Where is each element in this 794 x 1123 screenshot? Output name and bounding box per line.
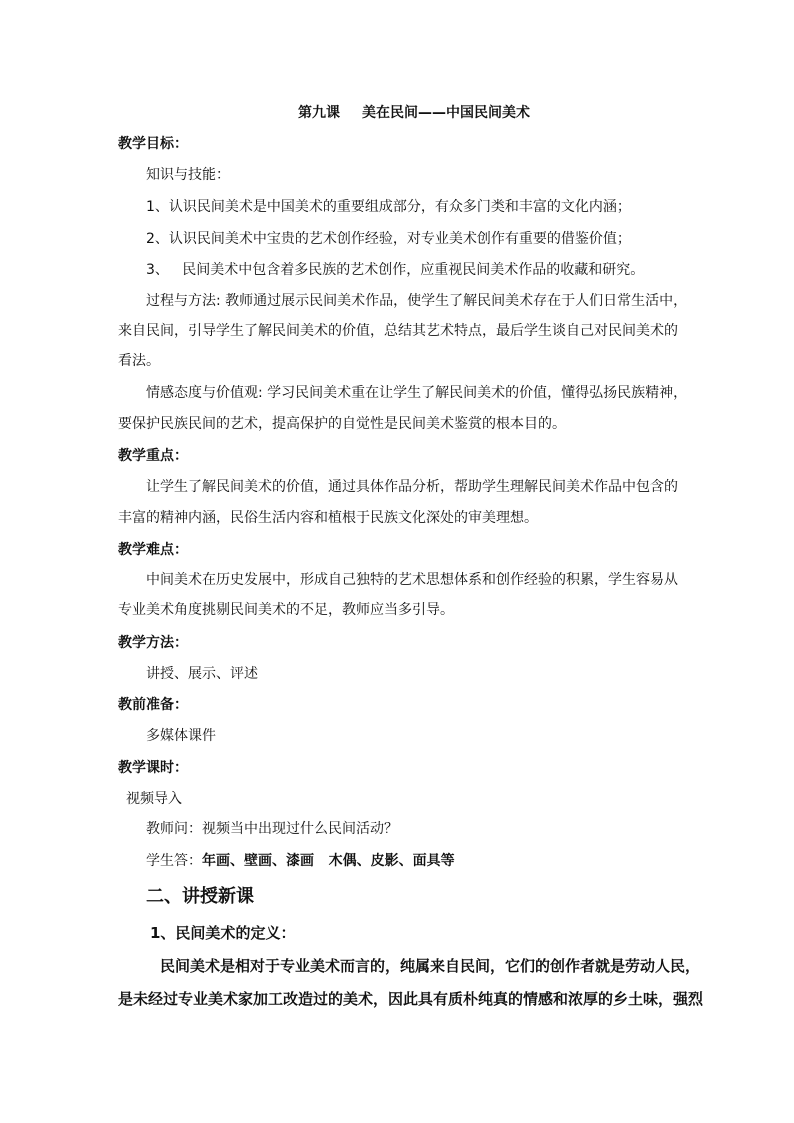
subsection-heading: 1、民间美术的定义： xyxy=(150,924,296,942)
process-text: 过程与方法: 教师通过展示民间美术作品，使学生了解民间美术存在于人们日常生活中， xyxy=(146,293,688,309)
difficulties-text: 中间美术在历史发展中，形成自己独特的艺术思想体系和创作经验的积累，学生容易从 xyxy=(146,572,678,588)
objective-item: 1、认识民间美术是中国美术的重要组成部分，有众多门类和丰富的文化内涵； xyxy=(146,199,631,215)
difficulties-text: 专业美术角度挑剔民间美术的不足，教师应当多引导。 xyxy=(118,602,454,618)
objective-item: 3、 民间美术中包含着多民族的艺术创作，应重视民间美术作品的收藏和研究。 xyxy=(146,262,645,278)
hours-text: 视频导入 xyxy=(126,791,182,807)
section-heading: 二、讲授新课 xyxy=(146,886,254,907)
definition-text: 是未经过专业美术家加工改造过的美术，因此具有质朴纯真的情感和浓厚的乡土味，强烈 xyxy=(118,990,704,1008)
preparation-text: 多媒体课件 xyxy=(146,728,216,744)
student-answer-line xyxy=(146,852,455,870)
lesson-number: 第九课 xyxy=(298,105,340,121)
hours-heading: 教学课时： xyxy=(118,760,188,776)
difficulties-heading: 教学难点： xyxy=(118,542,188,558)
methods-text: 讲授、展示、评述 xyxy=(146,666,258,682)
teacher-question: 教师问：视频当中出现过什么民间活动？ xyxy=(146,821,398,837)
student-answer: 年画、壁画、漆画 木偶、皮影、面具等 xyxy=(202,853,455,869)
key-points-text: 丰富的精神内涵，民俗生活内容和植根于民族文化深处的审美理想。 xyxy=(118,510,538,526)
methods-heading: 教学方法： xyxy=(118,635,188,651)
lesson-title xyxy=(298,104,530,122)
objectives-heading: 教学目标： xyxy=(118,136,188,152)
key-points-heading: 教学重点： xyxy=(118,448,188,464)
definition-text: 民间美术是相对于专业美术而言的，纯属来自民间，它们的创作者就是劳动人民， xyxy=(160,957,701,975)
process-text: 来自民间，引导学生了解民间美术的价值，总结其艺术特点，最后学生谈自己对民间美术的 xyxy=(118,323,678,339)
emotion-text: 情感态度与价值观: 学习民间美术重在让学生了解民间美术的价值，懂得弘扬民族精神， xyxy=(146,385,688,401)
student-label: 学生答： xyxy=(146,853,202,869)
preparation-heading: 教前准备： xyxy=(118,697,188,713)
lesson-name: 美在民间——中国民间美术 xyxy=(362,105,530,121)
objective-item: 2、认识民间美术中宝贵的艺术创作经验，对专业美术创作有重要的借鉴价值； xyxy=(146,231,631,247)
key-points-text: 让学生了解民间美术的价值，通过具体作品分析，帮助学生理解民间美术作品中包含的 xyxy=(146,479,678,495)
emotion-text: 要保护民族民间的艺术，提高保护的自觉性是民间美术鉴赏的根本目的。 xyxy=(118,416,566,432)
process-text: 看法。 xyxy=(118,353,160,369)
knowledge-label: 知识与技能： xyxy=(146,167,230,183)
